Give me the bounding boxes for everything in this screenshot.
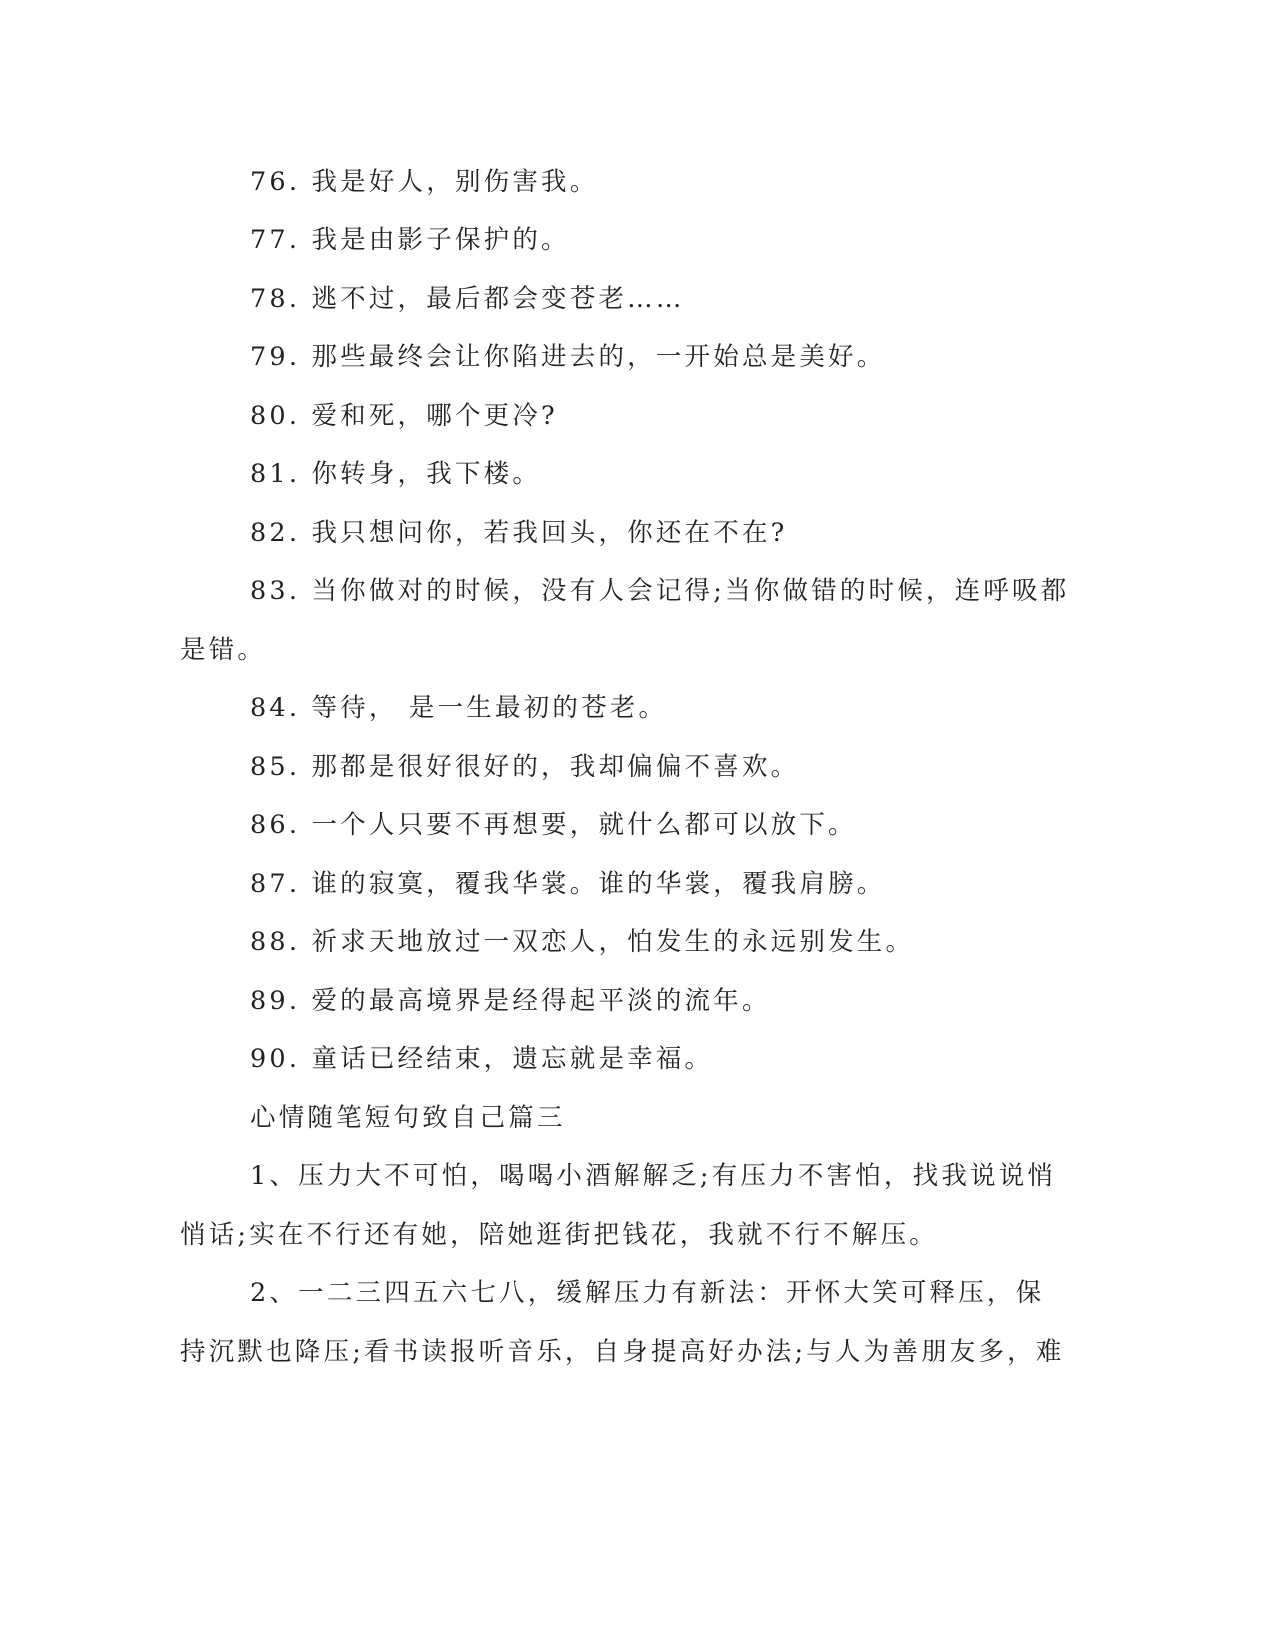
text-line: 77. 我是由影子保护的。 bbox=[250, 225, 570, 255]
text-line: 78. 逃不过，最后都会变苍老…… bbox=[250, 284, 685, 314]
text-line: 84. 等待， 是一生最初的苍老。 bbox=[250, 693, 668, 723]
text-line: 88. 祈求天地放过一双恋人，怕发生的永远别发生。 bbox=[250, 927, 915, 957]
text-line: 是错。 bbox=[180, 635, 267, 665]
text-line: 87. 谁的寂寞，覆我华裳。谁的华裳，覆我肩膀。 bbox=[250, 869, 886, 899]
text-line: 81. 你转身，我下楼。 bbox=[250, 459, 542, 489]
text-line: 83. 当你做对的时候，没有人会记得;当你做错的时候，连呼吸都 bbox=[250, 576, 1070, 606]
text-line: 86. 一个人只要不再想要，就什么都可以放下。 bbox=[250, 810, 857, 840]
text-line: 85. 那都是很好很好的，我却偏偏不喜欢。 bbox=[250, 752, 800, 782]
text-line: 悄话;实在不行还有她，陪她逛街把钱花，我就不行不解压。 bbox=[180, 1220, 938, 1250]
text-line: 79. 那些最终会让你陷进去的，一开始总是美好。 bbox=[250, 342, 886, 372]
section-heading: 心情随笔短句致自己篇三 bbox=[250, 1103, 566, 1133]
text-line: 2、一二三四五六七八，缓解压力有新法：开怀大笑可释压，保 bbox=[250, 1278, 1045, 1308]
text-line: 90. 童话已经结束，遗忘就是幸福。 bbox=[250, 1044, 714, 1074]
text-line: 1、压力大不可怕，喝喝小酒解解乏;有压力不害怕，找我说说悄 bbox=[250, 1161, 1057, 1191]
text-line: 76. 我是好人，别伤害我。 bbox=[250, 167, 599, 197]
text-line: 82. 我只想问你，若我回头，你还在不在? bbox=[250, 518, 788, 548]
text-line: 89. 爱的最高境界是经得起平淡的流年。 bbox=[250, 986, 771, 1016]
text-line: 80. 爱和死，哪个更冷? bbox=[250, 401, 558, 431]
text-line: 持沉默也降压;看书读报听音乐，自身提高好办法;与人为善朋友多，难 bbox=[180, 1337, 1065, 1367]
